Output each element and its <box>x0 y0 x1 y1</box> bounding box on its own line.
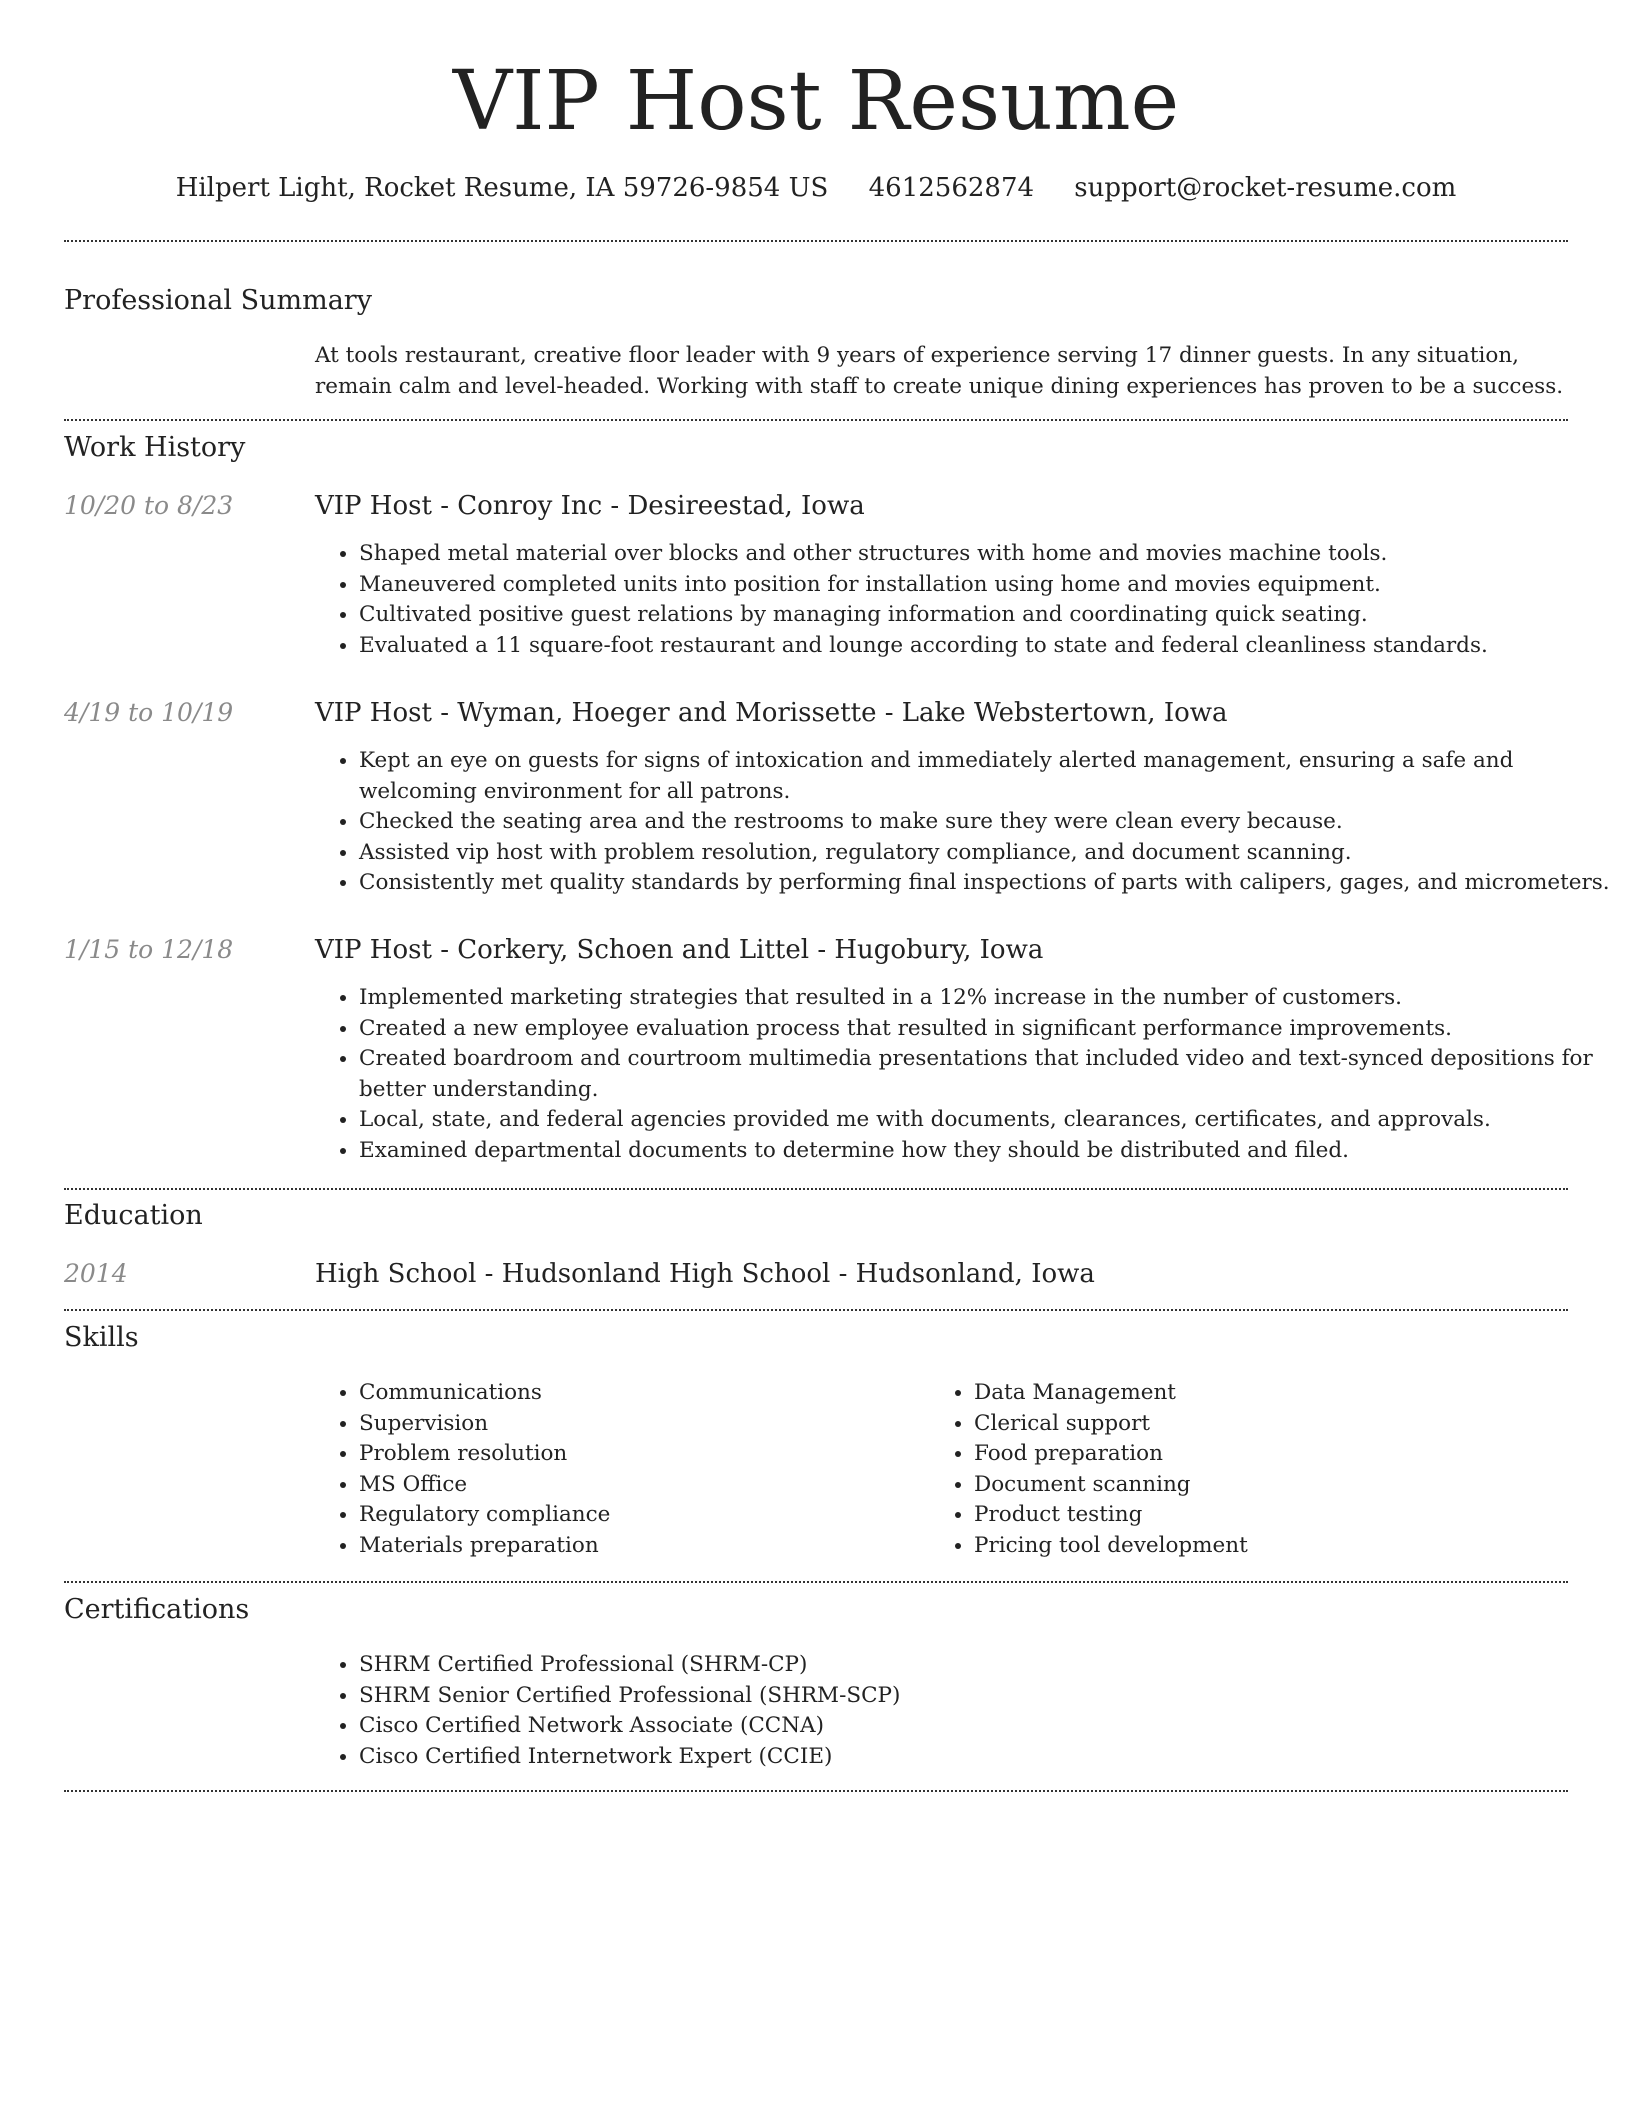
certifications-list <box>315 1650 1259 1772</box>
contact-line <box>0 170 1632 206</box>
job-bullet: • Local, state, and federal agencies provided me with documents, clearances, certificates, and approvals. <box>359 1105 1612 1136</box>
skills-list-left <box>315 1378 919 1562</box>
skill-item: • Data Management <box>974 1378 1534 1409</box>
summary-text: At tools restaurant, creative floor leader with 9 years of experience serving 17 dinner guests. In any situation, remain calm and level-headed. Working with staff to create unique dining experiences has proven to be a success. <box>315 343 1564 399</box>
skill-item: • Document scanning <box>974 1470 1534 1501</box>
job-bullet: • Shaped metal material over blocks and other structures with home and movies machine tools. <box>359 539 1612 570</box>
section-divider <box>64 1188 1568 1190</box>
job-bullets <box>315 746 1612 899</box>
skill-item: • Pricing tool development <box>974 1531 1534 1562</box>
certification-item: • Cisco Certified Network Associate (CCNA) <box>359 1711 1259 1742</box>
job-bullet: • Examined departmental documents to determine how they should be distributed and filed. <box>359 1136 1612 1167</box>
job-title: VIP Host - Conroy Inc - Desireestad, Iowa <box>315 491 865 521</box>
job-bullet: • Created boardroom and courtroom multimedia presentations that included video and text-synced depositions for better understanding. <box>359 1044 1612 1105</box>
contact-email: support@rocket-resume.com <box>1074 173 1457 203</box>
skills-list-right <box>930 1378 1534 1562</box>
skill-item: • Supervision <box>359 1409 919 1440</box>
education-date: 2014 <box>64 1259 128 1288</box>
job-dates: 1/15 to 12/18 <box>64 935 234 964</box>
job-bullet: • Evaluated a 11 square-foot restaurant and lounge according to state and federal cleanliness standards. <box>359 631 1612 662</box>
skills-heading: Skills <box>64 1322 139 1353</box>
skill-item: • Clerical support <box>974 1409 1534 1440</box>
skill-item: • Regulatory compliance <box>359 1500 919 1531</box>
job-bullets <box>315 983 1612 1167</box>
skill-item: • Communications <box>359 1378 919 1409</box>
job-bullet: • Created a new employee evaluation process that resulted in significant performance improvements. <box>359 1014 1612 1045</box>
skill-item: • Food preparation <box>974 1439 1534 1470</box>
section-divider <box>64 419 1568 421</box>
certifications-heading: Certifications <box>64 1594 250 1625</box>
job-bullet: • Implemented marketing strategies that resulted in a 12% increase in the number of customers. <box>359 983 1612 1014</box>
job-title: VIP Host - Wyman, Hoeger and Morissette - Lake Webstertown, Iowa <box>315 698 1228 728</box>
section-divider <box>64 1581 1568 1583</box>
job-bullet: • Checked the seating area and the restrooms to make sure they were clean every because. <box>359 807 1612 838</box>
work-history-heading: Work History <box>64 432 246 463</box>
contact-phone: 4612562874 <box>868 173 1035 203</box>
job-dates: 4/19 to 10/19 <box>64 698 234 727</box>
contact-address: Hilpert Light, Rocket Resume, IA 59726-9854 US <box>175 173 829 203</box>
job-bullets <box>315 539 1612 661</box>
certification-item: • SHRM Senior Certified Professional (SHRM-SCP) <box>359 1681 1259 1712</box>
certification-item: • Cisco Certified Internetwork Expert (CCIE) <box>359 1742 1259 1773</box>
job-bullet: • Assisted vip host with problem resolution, regulatory compliance, and document scanning. <box>359 838 1612 869</box>
skill-item: • Problem resolution <box>359 1439 919 1470</box>
job-bullet: • Maneuvered completed units into position for installation using home and movies equipment. <box>359 570 1612 601</box>
summary-heading: Professional Summary <box>64 285 372 316</box>
job-bullet: • Kept an eye on guests for signs of intoxication and immediately alerted management, ensuring a safe and welcoming environment for all patrons. <box>359 746 1612 807</box>
section-divider <box>64 1790 1568 1792</box>
skill-item: • MS Office <box>359 1470 919 1501</box>
skill-item: • Product testing <box>974 1500 1534 1531</box>
section-divider <box>64 240 1568 242</box>
skill-item: • Materials preparation <box>359 1531 919 1562</box>
education-heading: Education <box>64 1200 203 1231</box>
job-bullet: • Consistently met quality standards by performing final inspections of parts with calipers, gages, and micrometers. <box>359 868 1612 899</box>
education-title: High School - Hudsonland High School - Hudsonland, Iowa <box>315 1259 1095 1289</box>
job-title: VIP Host - Corkery, Schoen and Littel - Hugobury, Iowa <box>315 935 1044 965</box>
job-bullet: • Cultivated positive guest relations by managing information and coordinating quick seating. <box>359 600 1612 631</box>
section-divider <box>64 1309 1568 1311</box>
resume-title: VIP Host Resume <box>452 54 1180 149</box>
job-dates: 10/20 to 8/23 <box>64 491 234 520</box>
certification-item: • SHRM Certified Professional (SHRM-CP) <box>359 1650 1259 1681</box>
